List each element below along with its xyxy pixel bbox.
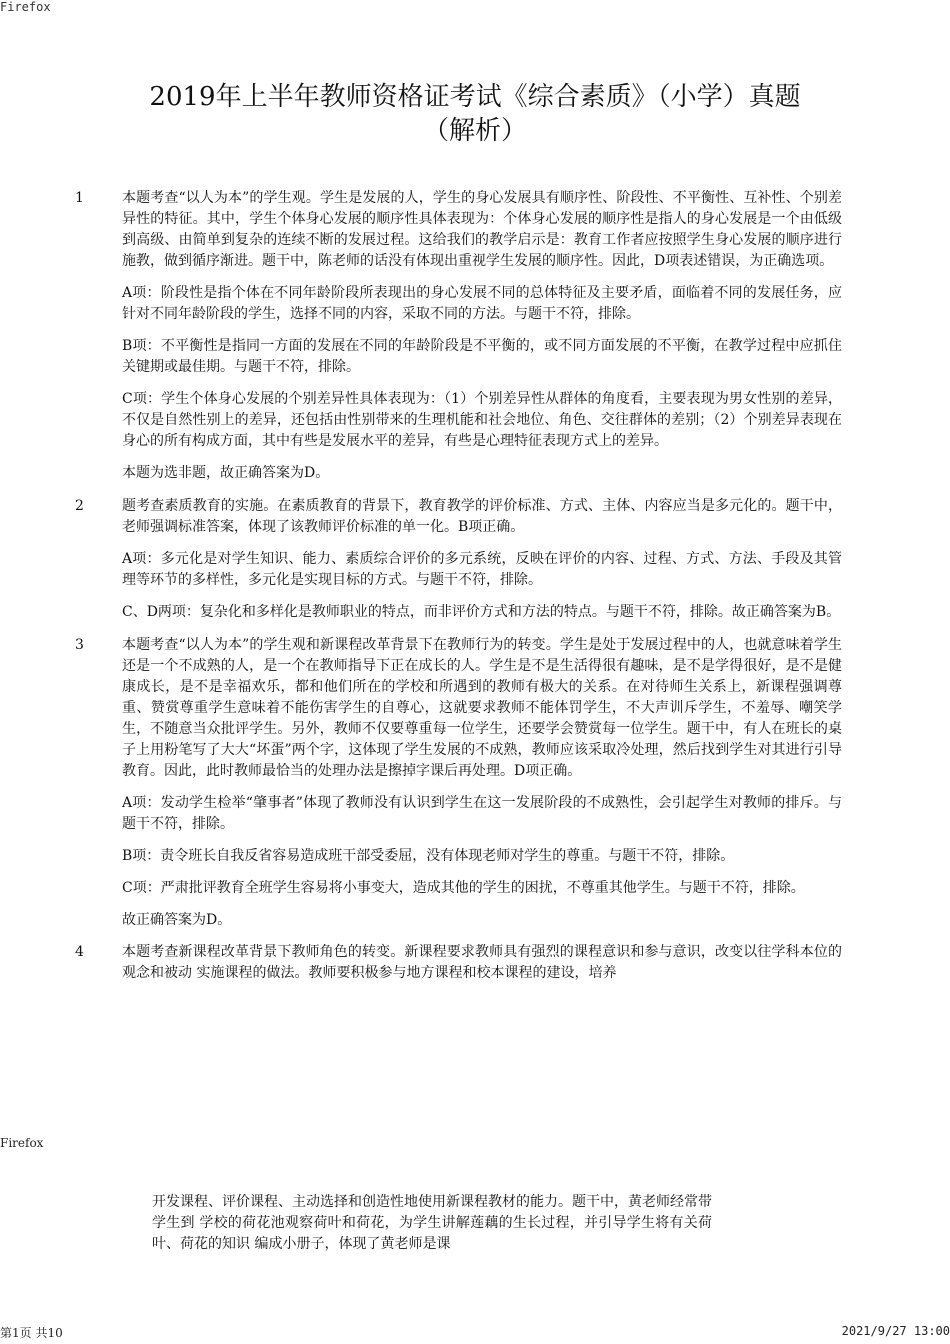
page-title-line1: 2019年上半年教师资格证考试《综合素质》（小学）真题 — [149, 82, 801, 112]
question-explanation — [122, 496, 842, 623]
explanation-paragraph: C项：严肃批评教育全班学生容易将小事变大，造成其他的学生的困扰，不尊重其他学生。与题干不符，排除。 — [122, 880, 805, 896]
explanation-paragraph: A项：阶段性是指个体在不同年龄阶段所表现出的身心发展不同的总体特征及主要矛盾，面临着不同的发展任务，应针对不同年龄阶段的学生，选择不同的内容，采取不同的方法。与题干不符，排除。 — [122, 285, 842, 322]
question-4 — [0, 942, 950, 984]
question-explanation — [122, 188, 842, 484]
explanation-paragraph: A项：多元化是对学生知识、能力、素质综合评价的多元系统，反映在评价的内容、过程、方式、方法、手段及其管理等环节的多样性，多元化是实现目标的方式。与题干不符，排除。 — [122, 551, 842, 588]
question-number: 3 — [75, 637, 84, 653]
question-number: 4 — [75, 944, 84, 960]
question-2 — [0, 496, 950, 623]
explanation-paragraph: B项：责令班长自我反省容易造成班干部受委屈，没有体现老师对学生的尊重。与题干不符，排除。 — [122, 848, 735, 864]
question-3 — [0, 635, 950, 931]
print-timestamp: 2021/9/27 13:00 — [841, 1324, 950, 1338]
answer-content — [0, 188, 950, 995]
explanation-paragraph: 本题考查“以人为本”的学生观。学生是发展的人，学生的身心发展具有顺序性、阶段性、不平衡性、互补性、个别差异性的特征。其中，学生个体身心发展的顺序性具体表现为：个体身心发展的顺序性是指人的身心发展是一个由低级到高级、由简单到复杂的连续不断的发展过程。这给我们的教学启示是：教育工作者应按照学生身心发展的顺序进行施教，做到循序渐进。题干中，陈老师的话没有体现出重视学生发展的顺序性。因此，D项表述错误，为正确选项。 — [122, 190, 842, 269]
question-explanation — [122, 942, 842, 984]
continuation-paragraph: 开发课程、评价课程、主动选择和创造性地使用新课程教材的能力。题干中，黄老师经常带学生到 学校的荷花池观察荷叶和荷花，为学生讲解莲藕的生长过程，并引导学生将有关荷叶、荷花的知识 编成小册子，体现了黄老师是课 — [152, 1194, 712, 1252]
question-number: 2 — [75, 498, 84, 514]
page-counter: 第1页 共10 — [0, 1326, 63, 1340]
explanation-paragraph: B项：不平衡性是指同一方面的发展在不同的年龄阶段是不平衡的，或不同方面发展的不平衡，在教学过程中应抓住关键期或最佳期。与题干不符，排除。 — [122, 338, 842, 375]
continuation-block — [152, 1192, 712, 1255]
browser-header-label: Firefox — [0, 0, 51, 14]
explanation-paragraph: C项：学生个体身心发展的个别差异性具体表现为：（1）个别差异性从群体的角度看，主要表现为男女性别的差异，不仅是自然性别上的差异，还包括由性别带来的生理机能和社会地位、角色、交往群体的差别；（2）个别差异表现在身心的所有构成方面，其中有些是发展水平的差异，有些是心理特征表现方式上的差异。 — [122, 391, 842, 449]
explanation-paragraph: 本题考查新课程改革背景下教师角色的转变。新课程要求教师具有强烈的课程意识和参与意识，改变以往学科本位的观念和被动 实施课程的做法。教师要积极参与地方课程和校本课程的建设，培养 — [122, 944, 842, 981]
page-title — [80, 80, 870, 148]
explanation-paragraph: 故正确答案为D。 — [122, 912, 232, 928]
page-title-line2: （解析） — [422, 116, 527, 146]
explanation-paragraph: 本题考查“以人为本”的学生观和新课程改革背景下在教师行为的转变。学生是处于发展过程中的人，也就意味着学生还是一个不成熟的人，是一个在教师指导下正在成长的人。学生是不是生活得很有趣味，是不是学得很好，是不是健康成长，是不是幸福欢乐，都和他们所在的学校和所遇到的教师有极大的关系。在对待师生关系上，新课程强调尊重、赞赏尊重学生意味着不能伤害学生的自尊心，这就要求教师不能体罚学生，不大声训斥学生，不羞辱、嘲笑学生，不随意当众批评学生。另外，教师不仅要尊重每一位学生，还要学会赞赏每一位学生。题干中，有人在班长的桌子上用粉笔写了大大“坏蛋”两个字，这体现了学生发展的不成熟，教师应该采取冷处理，然后找到学生对其进行引导教育。因此，此时教师最恰当的处理办法是擦掉字课后再处理。D项正确。 — [122, 637, 842, 779]
explanation-paragraph: 本题为选非题，故正确答案为D。 — [122, 465, 330, 481]
question-explanation — [122, 635, 842, 931]
question-1 — [0, 188, 950, 484]
explanation-paragraph: A项：发动学生检举“肇事者”体现了教师没有认识到学生在这一发展阶段的不成熟性，会引起学生对教师的排斥。与题干不符，排除。 — [122, 795, 842, 832]
browser-footer-label: Firefox — [0, 1136, 44, 1150]
explanation-paragraph: C、D两项：复杂化和多样化是教师职业的特点，而非评价方式和方法的特点。与题干不符，排除。故正确答案为B。 — [122, 604, 841, 620]
question-number: 1 — [75, 190, 84, 206]
explanation-paragraph: 题考查素质教育的实施。在素质教育的背景下，教育教学的评价标准、方式、主体、内容应当是多元化的。题干中，老师强调标准答案，体现了该教师评价标准的单一化。B项正确。 — [122, 498, 842, 535]
